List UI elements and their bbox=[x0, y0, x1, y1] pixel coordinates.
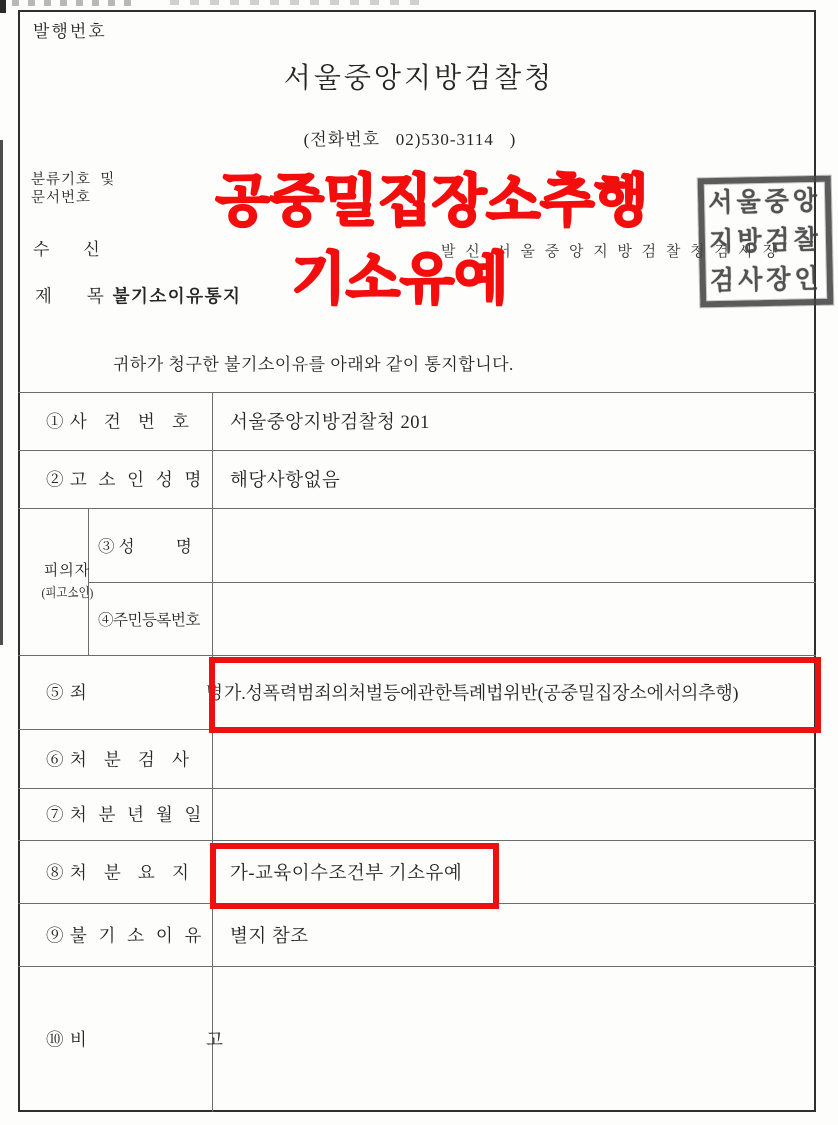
row-label: ⑦ 처 분 년 월 일 bbox=[46, 804, 203, 825]
table-row-suspect-rrn bbox=[88, 582, 230, 655]
row-value: 서울중앙지방검찰청 201 bbox=[230, 413, 430, 433]
classification-label-line2: 문서번호 bbox=[31, 190, 92, 206]
sender-line: 발 신 서 울 중 앙 지 방 검 찰 청 검 사 장 bbox=[441, 244, 781, 260]
seal-text-row: 검사장인 bbox=[709, 264, 823, 296]
row-label: ③ 성 명 bbox=[98, 537, 192, 556]
phone-number-line: (전화번호 02)530-3114 ) bbox=[303, 130, 517, 149]
row-label: ⑥ 처 분 검 사 bbox=[46, 749, 190, 769]
recipient-label: 수 신 bbox=[33, 240, 100, 259]
subject-label: 제 목 bbox=[35, 286, 113, 306]
official-seal-stamp bbox=[698, 176, 834, 308]
issue-number-label: 발행번호 bbox=[33, 22, 107, 41]
table-row-non-prosecution-reason bbox=[18, 903, 816, 966]
row-value: 별지 참조 bbox=[230, 926, 309, 947]
table-row-suspect-block bbox=[18, 508, 816, 655]
subject-value: 불기소이유통지 bbox=[112, 286, 242, 306]
classification-label-line1: 분류기호 및 bbox=[31, 172, 116, 188]
row-label: ① 사 건 번 호 bbox=[46, 411, 190, 432]
row-label: ⑤ 죄 명 bbox=[46, 682, 224, 703]
table-row-suspect-name bbox=[88, 508, 230, 582]
notice-sentence: 귀하가 청구한 불기소이유를 아래와 같이 통지합니다. bbox=[113, 355, 514, 374]
row-label: ② 고 소 인 성 명 bbox=[46, 469, 203, 490]
row-label: ⑨ 불 기 소 이 유 bbox=[46, 925, 203, 945]
table-row-disposition-prosecutor bbox=[18, 729, 816, 788]
red-annotation-line1: 공중밀집장소추행 bbox=[215, 169, 649, 232]
subject-row bbox=[35, 283, 241, 308]
seal-text-row: 지방검찰 bbox=[708, 225, 823, 257]
table-row-disposition-summary bbox=[18, 840, 816, 903]
row-label: ④주민등록번호 bbox=[98, 611, 200, 629]
table-row-crime-name bbox=[18, 655, 816, 729]
scan-artifact bbox=[0, 140, 3, 645]
row-value: 해당사항없음 bbox=[230, 471, 341, 491]
table-row-disposition-date bbox=[18, 788, 816, 840]
suspect-label: 피의자 bbox=[43, 562, 91, 579]
scan-artifact bbox=[0, 0, 6, 13]
row-label: ⑧ 처 분 요 지 bbox=[46, 862, 190, 882]
row-value: 가.성폭력범죄의처벌등에관한특례법위반(공중밀집장소에서의추행) bbox=[224, 683, 739, 703]
table-row-case-number bbox=[18, 392, 816, 450]
scan-artifact bbox=[170, 0, 420, 5]
red-annotation-line2: 기소유예 bbox=[291, 247, 509, 310]
seal-text-row: 서울중앙 bbox=[708, 186, 822, 218]
row-value: 가-교육이수조건부 기소유예 bbox=[230, 863, 463, 884]
accused-label: (피고소인) bbox=[41, 584, 93, 600]
office-title: 서울중앙지방검찰청 bbox=[283, 63, 555, 94]
row-label: ⑩ 비 고 bbox=[46, 1029, 224, 1050]
table-row-remarks bbox=[18, 966, 816, 1112]
table-row-complainant-name bbox=[18, 450, 816, 508]
scan-artifact bbox=[12, 0, 132, 6]
